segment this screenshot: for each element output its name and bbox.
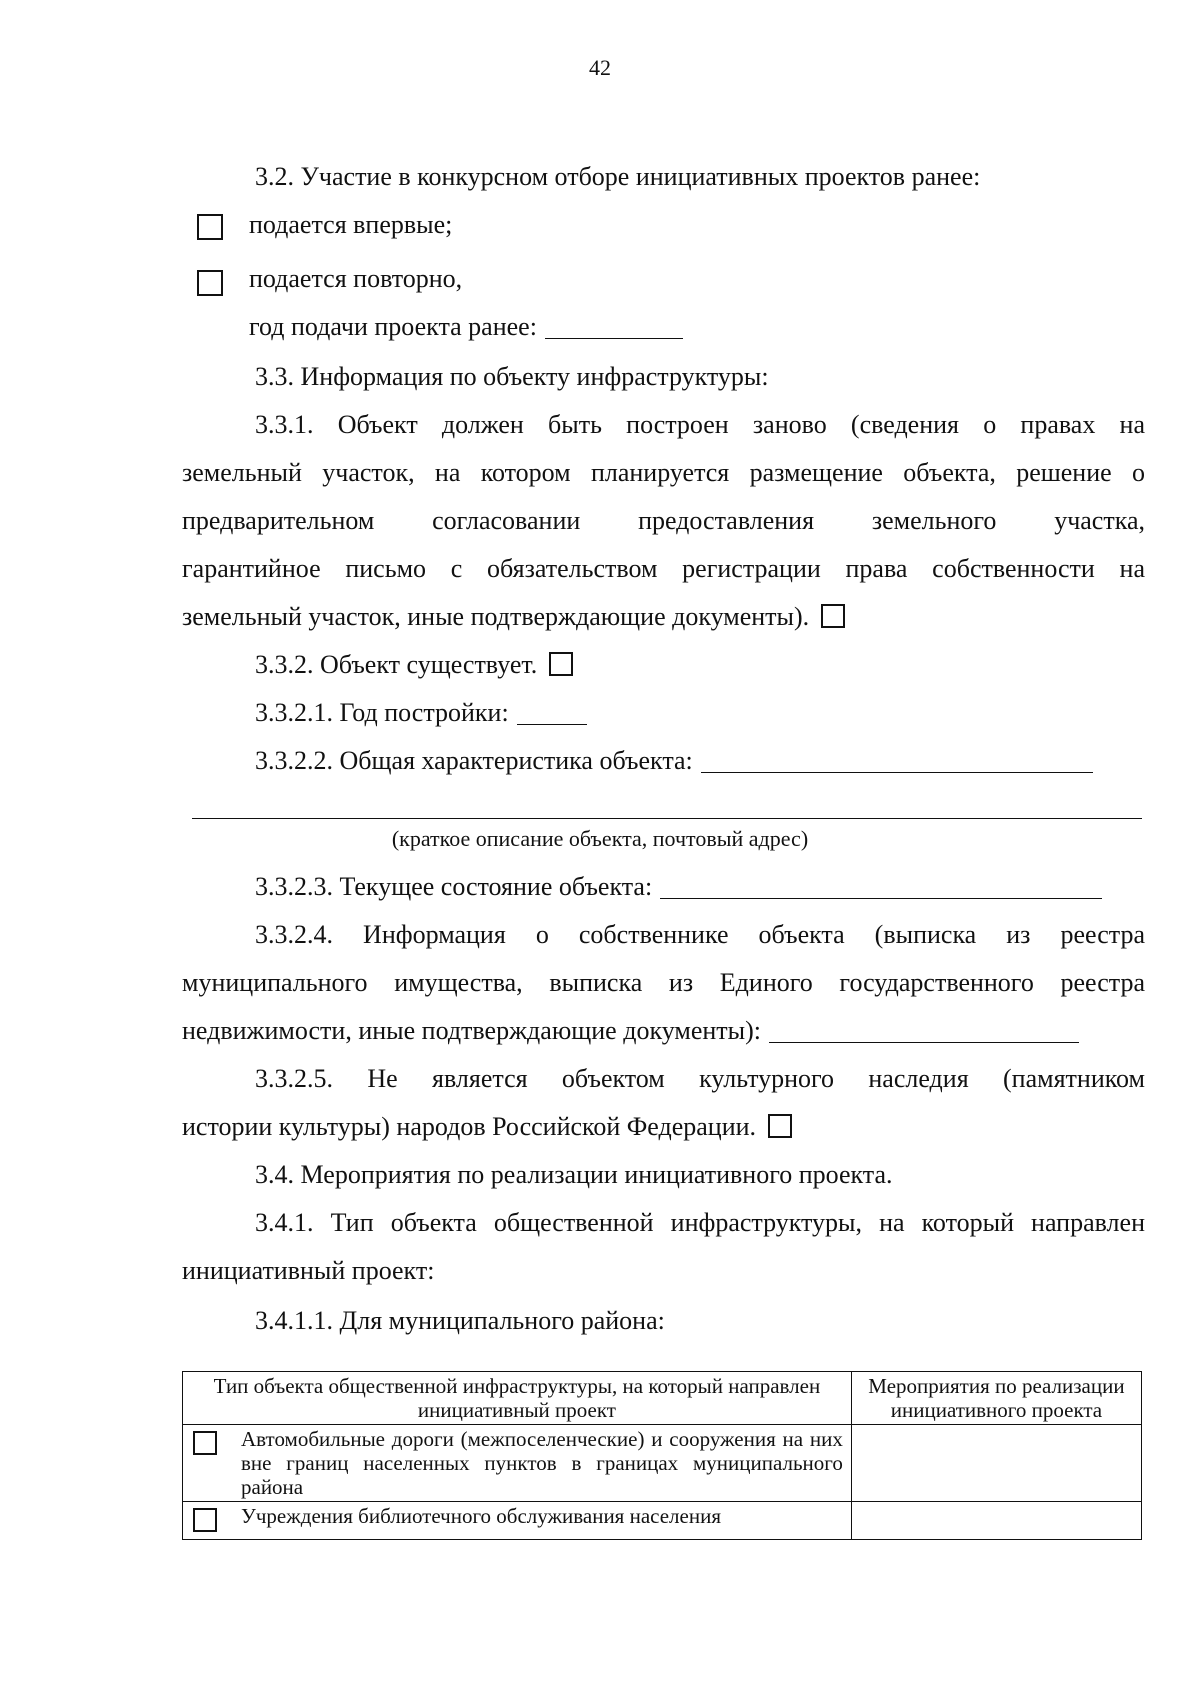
checkbox-roads[interactable]: [193, 1431, 217, 1455]
checkbox-object-exists[interactable]: [549, 652, 573, 676]
table-row: [183, 1502, 1142, 1540]
section-3-4-heading: 3.4. Мероприятия по реализации инициативного проекта.: [255, 1160, 893, 1189]
p3324-line-1: 3.3.2.4. Информация о собственнике объекта (выписка из реестра: [255, 920, 1145, 949]
row2-checkbox-cell: [183, 1502, 234, 1540]
infrastructure-table: [182, 1371, 1142, 1540]
previous-year-row: [249, 312, 683, 342]
p331-line-4: гарантийное письмо с обязательством регистрации права собственности на: [182, 554, 1145, 583]
p3322-label: 3.3.2.2. Общая характеристика объекта:: [255, 746, 693, 775]
row1-checkbox-cell: [183, 1425, 234, 1502]
p332-text: 3.3.2. Объект существует.: [255, 650, 538, 679]
row2-type: Учреждения библиотечного обслуживания населения: [233, 1502, 851, 1540]
section-3-2-heading: 3.2. Участие в конкурсном отборе инициативных проектов ранее:: [255, 162, 981, 191]
p3323-label: 3.3.2.3. Текущее состояние объекта:: [255, 872, 653, 901]
p341-line-1: 3.4.1. Тип объекта общественной инфраструктуры, на который направлен: [255, 1208, 1145, 1237]
label-first-submission: подается впервые;: [249, 210, 453, 239]
checkbox-first-submission[interactable]: [197, 214, 223, 240]
p3325-line-1: 3.3.2.5. Не является объектом культурного наследия (памятником: [255, 1064, 1145, 1093]
p331-last-text: земельный участок, иные подтверждающие документы).: [182, 602, 810, 631]
p3411-heading: 3.4.1.1. Для муниципального района:: [255, 1306, 665, 1335]
p3321-row: [255, 698, 587, 728]
p331-line-3: предварительном согласовании предоставления земельного участка,: [182, 506, 1145, 535]
p3324-line-3: [182, 1016, 1079, 1046]
p331-line-5: [182, 602, 845, 632]
table-row: [183, 1425, 1142, 1502]
p331-line-2: земельный участок, на котором планируется размещение объекта, решение о: [182, 458, 1145, 487]
previous-year-label: год подачи проекта ранее:: [249, 312, 537, 341]
p331-line-1: 3.3.1. Объект должен быть построен заново (сведения о правах на: [255, 410, 1145, 439]
current-state-field[interactable]: [660, 874, 1102, 899]
construction-year-field[interactable]: [517, 700, 587, 725]
row1-type: Автомобильные дороги (межпоселенческие) и сооружения на них вне границ населенных пунктов в границах муниципального района: [233, 1425, 851, 1502]
p3322-row: [255, 746, 1093, 776]
label-repeat-submission: подается повторно,: [249, 264, 463, 293]
p3321-label: 3.3.2.1. Год постройки:: [255, 698, 509, 727]
checkbox-not-cultural-heritage[interactable]: [768, 1114, 792, 1138]
checkbox-repeat-submission[interactable]: [197, 270, 223, 296]
row1-measures[interactable]: [851, 1425, 1141, 1502]
checkbox-new-construction[interactable]: [821, 604, 845, 628]
p3323-row: [255, 872, 1102, 902]
col1-header: Тип объекта общественной инфраструктуры, на который направлен инициативный проект: [183, 1372, 852, 1425]
previous-year-field[interactable]: [545, 314, 683, 339]
col2-header: Мероприятия по реализации инициативного проекта: [851, 1372, 1141, 1425]
row2-measures[interactable]: [851, 1502, 1141, 1540]
p341-line-2: инициативный проект:: [182, 1256, 435, 1285]
p332-row: [255, 650, 573, 680]
table-header-row: [183, 1372, 1142, 1425]
object-description-line[interactable]: [192, 818, 1142, 819]
checkbox-libraries[interactable]: [193, 1508, 217, 1532]
object-description-caption: (краткое описание объекта, почтовый адрес): [391, 826, 809, 851]
page-number: 42: [589, 55, 611, 80]
p3324-last-text: недвижимости, иные подтверждающие документы):: [182, 1016, 761, 1045]
section-3-3-heading: 3.3. Информация по объекту инфраструктуры:: [255, 362, 769, 391]
owner-info-field[interactable]: [769, 1018, 1079, 1043]
p3325-last-text: истории культуры) народов Российской Федерации.: [182, 1112, 757, 1141]
p3324-line-2: муниципального имущества, выписка из Единого государственного реестра: [182, 968, 1145, 997]
p3325-line-2: [182, 1112, 792, 1142]
object-characteristic-field[interactable]: [701, 748, 1093, 773]
